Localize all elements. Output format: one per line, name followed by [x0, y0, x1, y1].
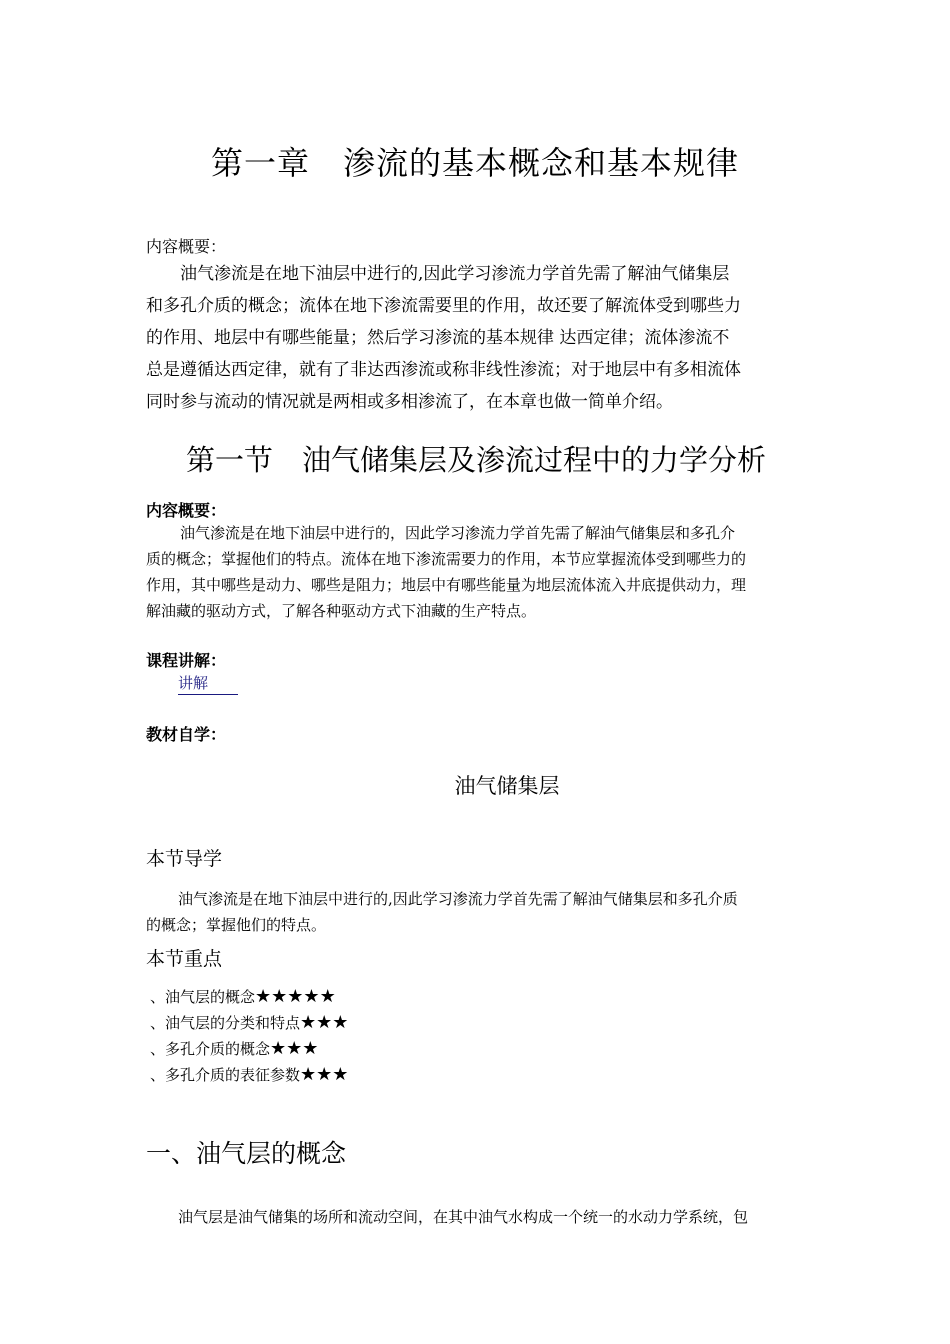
chapter-summary-line: 总是遵循达西定律，就有了非达西渗流或称非线性渗流；对于地层中有多相流体 [146, 360, 741, 380]
rating-stars: ★★★ [300, 1064, 349, 1085]
lecture-link[interactable]: 讲解 [178, 672, 238, 695]
chapter-title: 第一章 渗流的基本概念和基本规律 [210, 144, 739, 182]
rating-stars: ★★★ [270, 1038, 319, 1059]
section-summary-line: 作用，其中哪些是动力、哪些是阻力；地层中有哪些能量为地层流体流入井底提供动力，理 [146, 576, 747, 594]
key-point [150, 1010, 348, 1036]
guide-line: 的概念；掌握他们的特点。 [146, 916, 327, 934]
chapter-summary-line: 的作用、地层中有哪些能量；然后学习渗流的基本规律 达西定律；流体渗流不 [146, 328, 730, 348]
key-point [150, 1036, 348, 1062]
key-point-text: 、油气层的分类和特点 [150, 1014, 301, 1032]
guide-heading: 本节导学 [146, 848, 223, 870]
subsection-title: 油气储集层 [454, 774, 560, 798]
key-point [150, 984, 348, 1010]
key-point-text: 、多孔介质的表征参数 [150, 1066, 301, 1084]
part-one-first-line: 油气层是油气储集的场所和流动空间，在其中油气水构成一个统一的水动力学系统，包 [178, 1208, 749, 1226]
section-summary-line: 解油藏的驱动方式，了解各种驱动方式下油藏的生产特点。 [146, 602, 537, 620]
self-study-label: 教材自学： [146, 725, 227, 744]
guide-paragraph [146, 886, 808, 938]
chapter-summary-line: 油气渗流是在地下油层中进行的,因此学习渗流力学首先需了解油气储集层 [180, 264, 730, 284]
section-title: 第一节 油气储集层及渗流过程中的力学分析 [186, 443, 767, 477]
rating-stars: ★★★ [300, 1012, 349, 1033]
section-summary-line: 油气渗流是在地下油层中进行的，因此学习渗流力学首先需了解油气储集层和多孔介 [180, 524, 736, 542]
part-one-heading: 一、油气层的概念 [146, 1139, 347, 1168]
key-points-list [150, 984, 348, 1088]
key-heading: 本节重点 [146, 948, 223, 970]
rating-stars: ★★★★★ [255, 986, 336, 1007]
key-point-text: 、多孔介质的概念 [150, 1040, 271, 1058]
section-summary-line: 质的概念；掌握他们的特点。流体在地下渗流需要力的作用，本节应掌握流体受到哪些力的 [146, 550, 747, 568]
key-point [150, 1062, 348, 1088]
chapter-summary-line: 和多孔介质的概念；流体在地下渗流需要里的作用，故还要了解流体受到哪些力 [146, 296, 741, 316]
key-point-text: 、油气层的概念 [150, 988, 256, 1006]
chapter-summary-line: 同时参与流动的情况就是两相或多相渗流了，在本章也做一简单介绍。 [146, 392, 673, 412]
guide-line: 油气渗流是在地下油层中进行的,因此学习渗流力学首先需了解油气储集层和多孔介质 [178, 890, 738, 908]
section-summary-label: 内容概要： [146, 501, 227, 520]
lecture-label: 课程讲解： [146, 651, 227, 670]
section-summary [146, 520, 806, 624]
chapter-summary [146, 258, 806, 418]
chapter-summary-label: 内容概要： [146, 237, 227, 256]
